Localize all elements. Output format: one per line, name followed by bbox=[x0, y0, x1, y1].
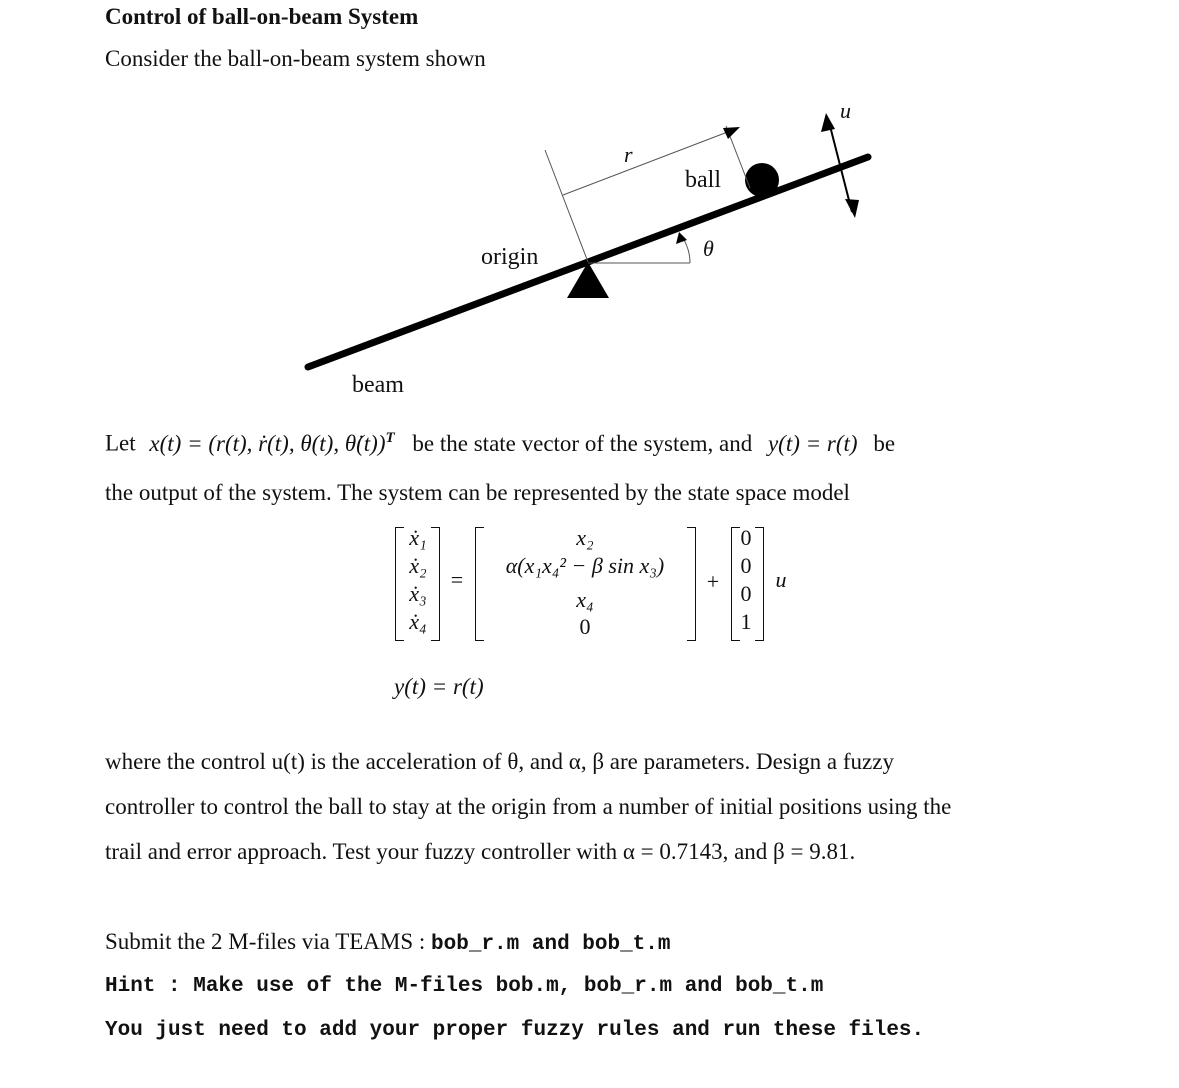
output-equation: y(t) = r(t) bbox=[394, 674, 484, 699]
ball-icon bbox=[745, 163, 779, 197]
paragraph-design-line2: controller to control the ball to stay at the origin from a number of initial positions using the bbox=[105, 794, 952, 819]
intro-text: Consider the ball-on-beam system shown bbox=[105, 46, 486, 71]
label-origin: origin bbox=[481, 244, 539, 270]
hint-line2: You just need to add your proper fuzzy rules and run these files. bbox=[105, 1019, 925, 1042]
page-title: Control of ball-on-beam System bbox=[105, 4, 419, 29]
label-ball: ball bbox=[685, 167, 721, 193]
hint-line1: Hint : Make use of the M-files bob.m, bob_r.m and bob_t.m bbox=[105, 975, 824, 998]
label-u: u bbox=[840, 98, 851, 123]
state-definition: x(t) = (r(t), ṙ(t), θ(t), θ̇(t)) bbox=[149, 430, 386, 456]
label-beam: beam bbox=[352, 372, 404, 398]
state-space-model: ẋ₁ ẋ₂ ẋ₃ ẋ₄ = x₂ α(x₁x₄² − β sin x₃) x₄ 0 + 0 0 0 1 u bbox=[395, 525, 815, 645]
paragraph-design-line1: where the control u(t) is the acceleration of θ, and α, β are parameters. Design a fuzzy bbox=[105, 749, 894, 774]
output-definition: y(t) = r(t) bbox=[767, 430, 858, 456]
paragraph-state: Let x(t) = (r(t), ṙ(t), θ(t), θ̇(t))$^T$ be the state vector of the system, and y(t) = r(t) be bbox=[105, 430, 896, 456]
label-r: r bbox=[624, 142, 633, 167]
submit-files: bob_r.m and bob_t.m bbox=[431, 933, 671, 956]
ball-on-beam-figure bbox=[0, 0, 1179, 420]
paragraph-state-line2: the output of the system. The system can be represented by the state space model bbox=[105, 480, 850, 505]
label-theta: θ bbox=[703, 236, 714, 261]
submit-line: Submit the 2 M-files via TEAMS : bob_r.m and bob_t.m bbox=[105, 929, 671, 956]
paragraph-design-line3: trail and error approach. Test your fuzzy controller with α = 0.7143, and β = 9.81. bbox=[105, 839, 856, 864]
